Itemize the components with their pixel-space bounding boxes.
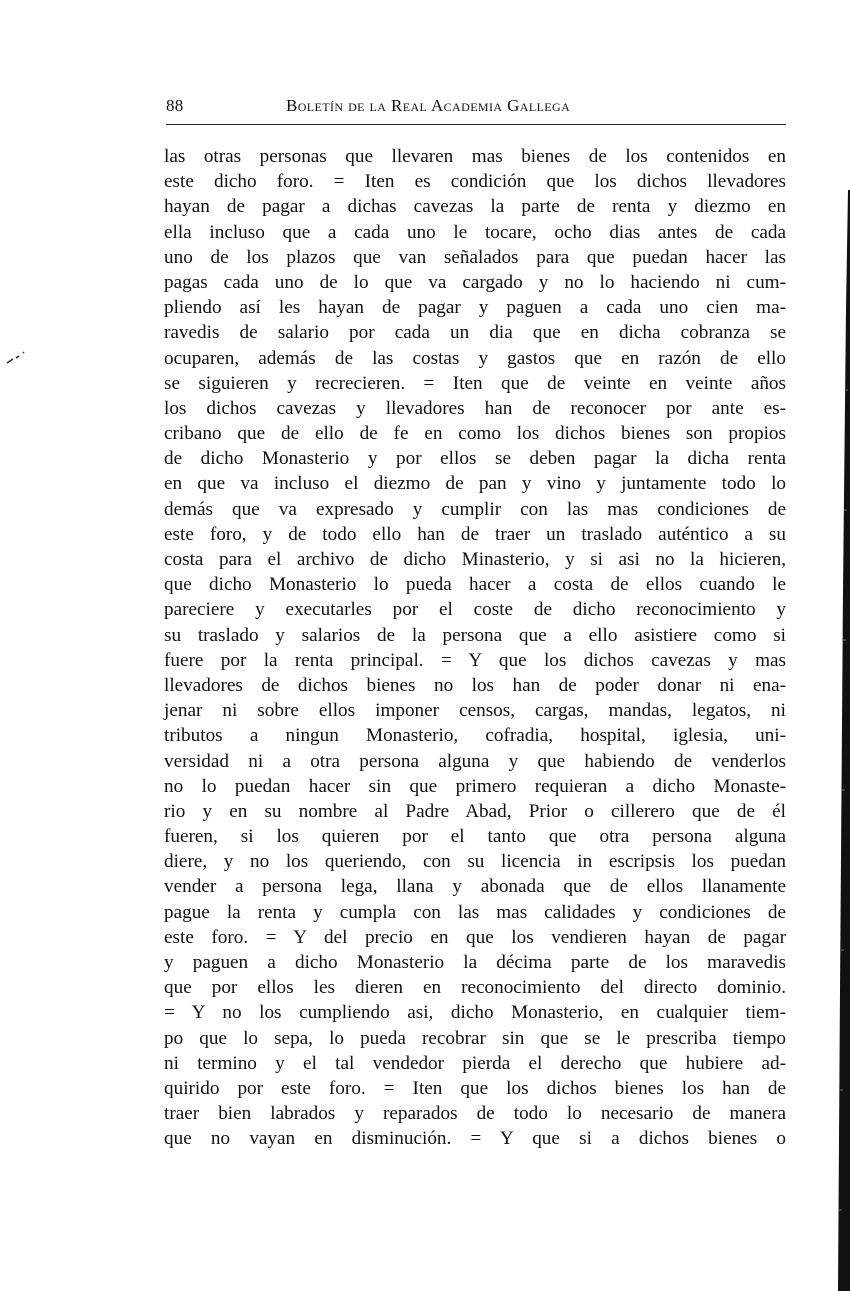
text-line: fueren, si los quieren por el tanto que otra persona alguna (164, 826, 786, 848)
text-line: y paguen a dicho Monasterio la décima parte de los maravedis (164, 952, 786, 973)
text-line: demás que va expresado y cumplir con las mas condiciones de (164, 498, 786, 520)
text-line: ella incluso que a cada uno le tocare, ocho dias antes de cada (164, 221, 786, 243)
text-line: = Y no los cumpliendo asi, dicho Monasterio, en cualquier tiem- (164, 1002, 786, 1024)
text-line: de dicho Monasterio y por ellos se deben pagar la dicha renta (164, 448, 786, 470)
text-line: las otras personas que llevaren mas bienes de los contenidos en (164, 146, 786, 167)
text-line: po que lo sepa, lo pueda recobrar sin que se le prescriba tiempo (164, 1027, 786, 1049)
text-line: versidad ni a otra persona alguna y que habiendo de venderlos (164, 750, 786, 772)
text-line: que dicho Monasterio lo pueda hacer a costa de ellos cuando le (164, 574, 786, 596)
body-text (164, 144, 786, 1152)
running-header (166, 96, 786, 120)
text-line: este foro. = Y del precio en que los vendieren hayan de pagar (164, 926, 786, 948)
text-line: pareciere y executarles por el coste de dicho reconocimiento y (164, 599, 786, 621)
text-line: que por ellos les dieren en reconocimiento del directo dominio. (164, 977, 786, 999)
text-line: este dicho foro. = Iten es condición que los dichos llevadores (164, 171, 786, 193)
scan-speck-mark (6, 350, 28, 364)
text-line: en que va incluso el diezmo de pan y vino y juntamente todo lo (164, 473, 786, 495)
text-line: ocuparen, además de las costas y gastos que en razón de ello (164, 347, 786, 369)
scanned-page-edge (828, 190, 850, 1291)
text-line: jenar ni sobre ellos imponer censos, cargas, mandas, legatos, ni (164, 700, 786, 722)
text-line: que no vayan en disminución. = Y que si a dichos bienes o (164, 1128, 786, 1150)
text-line: diere, y no los queriendo, con su licencia in escripsis los puedan (164, 851, 786, 873)
text-line: pague la renta y cumpla con las mas calidades y condiciones de (164, 901, 786, 923)
text-line: este foro, y de todo ello han de traer un traslado auténtico a su (164, 523, 786, 545)
text-line: no lo puedan hacer sin que primero requieran a dicho Monaste- (164, 775, 786, 797)
text-line: llevadores de dichos bienes no los han de poder donar ni ena- (164, 674, 786, 696)
page-number: 88 (166, 96, 184, 115)
text-line: vender a persona lega, llana y abonada que de ellos llanamente (164, 876, 786, 898)
text-line: costa para el archivo de dicho Minasterio, y si asi no la hicieren, (164, 549, 786, 570)
text-line: su traslado y salarios de la persona que a ello asistiere como si (164, 624, 786, 646)
text-line: pliendo así les hayan de pagar y paguen a cada uno cien ma- (164, 297, 786, 319)
text-line: tributos a ningun Monasterio, cofradia, hospital, iglesia, uni- (164, 725, 786, 747)
text-line: traer bien labrados y reparados de todo lo necesario de manera (164, 1103, 786, 1125)
text-line: ni termino y el tal vendedor pierda el derecho que hubiere ad- (164, 1052, 786, 1074)
text-line: rio y en su nombre al Padre Abad, Prior o cillerero que de él (164, 800, 786, 822)
text-line: uno de los plazos que van señalados para que puedan hacer las (164, 246, 786, 268)
text-line: cribano que de ello de fe en como los dichos bienes son propios (164, 423, 786, 445)
journal-title: Boletín de la Real Academia Gallega (286, 96, 571, 115)
text-line: pagas cada uno de lo que va cargado y no lo haciendo ni cum- (164, 271, 786, 293)
text-line: los dichos cavezas y llevadores han de reconocer por ante es- (164, 397, 786, 419)
text-line: hayan de pagar a dichas cavezas la parte de renta y diezmo en (164, 196, 786, 218)
header-rule (166, 124, 786, 125)
text-line: fuere por la renta principal. = Y que los dichos cavezas y mas (164, 649, 786, 671)
text-line: ravedis de salario por cada un dia que en dicha cobranza se (164, 322, 786, 344)
text-line: se siguieren y recrecieren. = Iten que de veinte en veinte años (164, 372, 786, 394)
text-line: quirido por este foro. = Iten que los dichos bienes los han de (164, 1077, 786, 1099)
